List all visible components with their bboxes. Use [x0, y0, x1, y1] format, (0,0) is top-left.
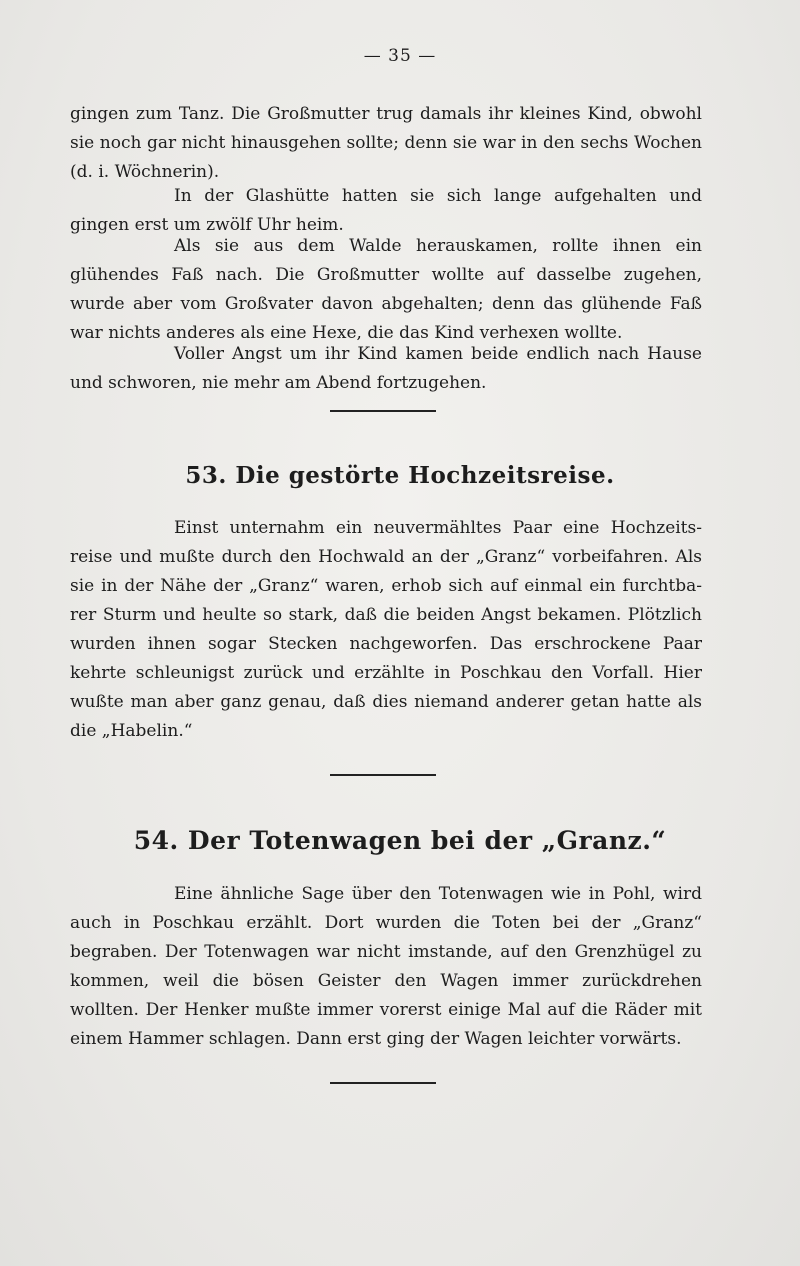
page-number: — 35 —: [363, 46, 437, 66]
section-54-text: Eine ähnliche Sage über den Totenwagen wie in Pohl, wird auch in Poschkau erzählt. Dort wurden die Toten bei der „Granz“ begraben. Der Totenwagen war nicht imstande, auf den Grenzhügel zu kommen, weil die bösen Geister den Wagen immer zurückdrehen wollten. Der Henker mußte immer vorerst einige Mal auf die Räder mit einem Hammer schlagen. Dann erst ging der Wagen leichter vorwärts.: [70, 884, 702, 1049]
section-divider: [330, 774, 436, 776]
paragraph-3: Als sie aus dem Walde herauskamen, rollte ihnen ein glühendes Faß nach. Die Großmutter wollte auf dasselbe zugehen, wurde aber vom Großvater davon abgehalten; denn das glühende Faß war nichts anderes als eine Hexe, die das Kind verhexen wollte.: [70, 236, 702, 343]
section-53-text: Einst unternahm ein neuvermähltes Paar eine Hochzeitsreise und mußte durch den Hochwald an der „Granz“ vorbeifahren. Als sie in der Nähe der „Granz“ waren, erhob sich auf einmal ein furchtbarer Sturm und heulte so stark, daß die beiden Angst bekamen. Plötzlich wurden ihnen sogar Stecken nachgeworfen. Das erschrockene Paar kehrte schleunigst zurück und erzählte in Poschkau den Vorfall. Hier wußte man aber ganz genau, daß dies niemand anderer getan hatte als die „Habelin.“: [70, 518, 702, 741]
paragraph-2: In der Glashütte hatten sie sich lange aufgehalten und gingen erst um zwölf Uhr heim.: [70, 186, 702, 235]
section-53-title: 53. Die gestörte Hochzeitsreise.: [185, 462, 615, 489]
paragraph-1: gingen zum Tanz. Die Großmutter trug damals ihr kleines Kind, obwohl sie noch gar nicht hinausgehen sollte; denn sie war in den sechs Wochen (d. i. Wöchnerin).: [70, 104, 702, 182]
section-54-title: 54. Der Totenwagen bei der „Granz.“: [133, 826, 667, 855]
section-divider: [330, 1082, 436, 1084]
paragraph-4: Voller Angst um ihr Kind kamen beide endlich nach Hause und schworen, nie mehr am Abend fortzugehen.: [70, 344, 702, 393]
section-divider: [330, 410, 436, 412]
